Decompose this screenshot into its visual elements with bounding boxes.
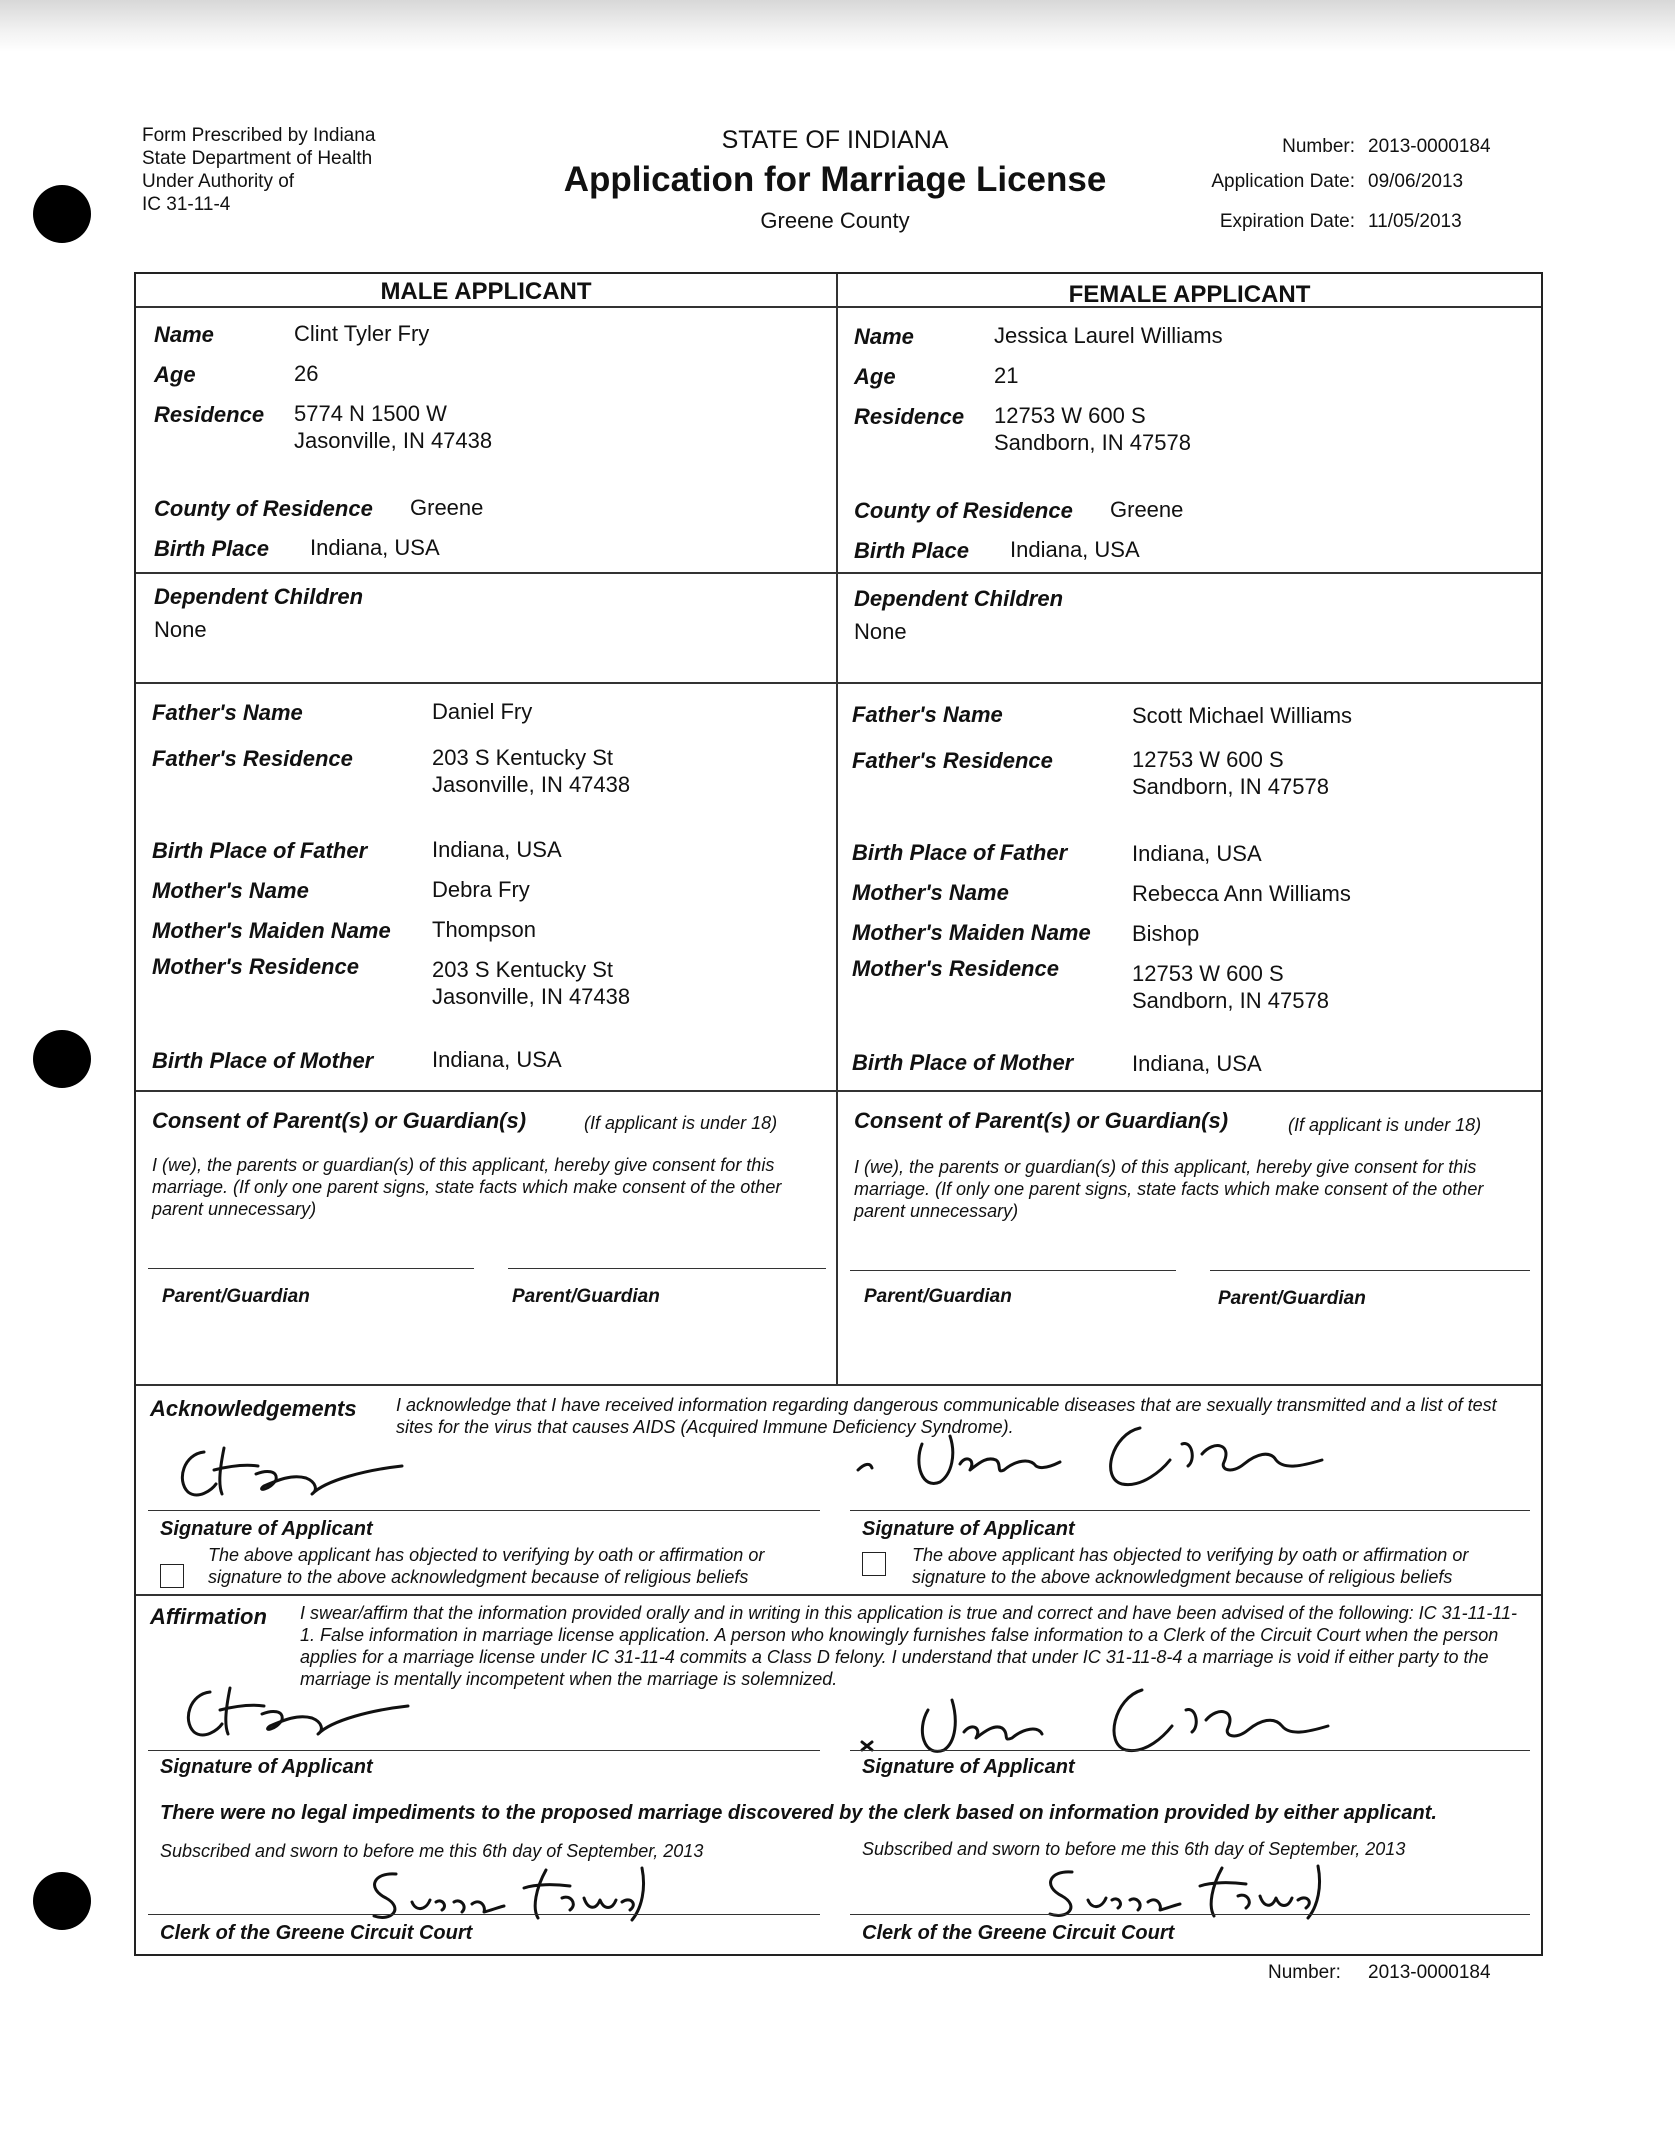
signature-line	[148, 1750, 820, 1751]
divider	[136, 572, 1541, 574]
prescribed-line: State Department of Health	[142, 148, 373, 169]
signature-of-applicant-label: Signature of Applicant	[160, 1518, 373, 1540]
address-line: Jasonville, IN 47438	[294, 428, 493, 453]
mothers-name-label: Mother's Name	[852, 880, 1009, 905]
punch-hole	[33, 185, 91, 243]
consent-text: I (we), the parents or guardian(s) of this applicant, hereby give consent for this marriage. (If only one parent signs, state facts which make consent of the other parent unnecessary)	[152, 1155, 782, 1219]
female-applicant-heading: FEMALE APPLICANT	[1068, 281, 1311, 308]
male-county: Greene	[410, 495, 484, 520]
application-date-label: Application Date:	[1211, 171, 1355, 192]
signature-line	[148, 1268, 474, 1269]
fathers-name-label: Father's Name	[152, 700, 303, 725]
mothers-maiden-name-label: Mother's Maiden Name	[152, 918, 391, 943]
female-applicant-signature	[852, 1404, 1572, 1504]
address-line: 12753 W 600 S	[1132, 961, 1284, 986]
signature-of-applicant-label: Signature of Applicant	[160, 1756, 373, 1778]
prescribed-line: Under Authority of	[142, 171, 295, 192]
expiration-date: 11/05/2013	[1368, 211, 1462, 232]
county-heading: Greene County	[760, 208, 910, 233]
female-religious-objection-checkbox[interactable]	[862, 1552, 886, 1576]
signature-line	[850, 1750, 1530, 1751]
name-label: Name	[854, 324, 914, 349]
objection-text: The above applicant has objected to verifying by oath or affirmation or signature to the above acknowledgment because of religious beliefs	[208, 1545, 765, 1587]
consent-note: (If applicant is under 18)	[1288, 1115, 1482, 1135]
parent-guardian-label: Parent/Guardian	[1218, 1288, 1366, 1309]
state-heading: STATE OF INDIANA	[721, 126, 949, 154]
female-birth-place: Indiana, USA	[1010, 537, 1140, 562]
female-residence	[994, 402, 1191, 456]
consent-title: Consent of Parent(s) or Guardian(s)	[152, 1108, 527, 1133]
consent-text: I (we), the parents or guardian(s) of this applicant, hereby give consent for this marriage. (If only one parent signs, state facts which make consent of the other parent unnecessary)	[854, 1157, 1484, 1221]
footer-number-label: Number:	[1268, 1962, 1341, 1983]
address-line: 203 S Kentucky St	[432, 745, 613, 770]
birth-place-label: Birth Place	[154, 536, 269, 561]
clerk-label: Clerk of the Greene Circuit Court	[862, 1922, 1175, 1944]
female-age: 21	[994, 363, 1019, 388]
prescribed-block	[142, 124, 375, 216]
application-number: 2013-0000184	[1368, 136, 1491, 157]
affirmation-title: Affirmation	[150, 1604, 267, 1629]
objection-text: The above applicant has objected to verifying by oath or affirmation or signature to the above acknowledgment because of religious beliefs	[912, 1545, 1469, 1587]
male-residence	[294, 400, 492, 454]
dependent-children-label: Dependent Children	[154, 584, 364, 609]
divider	[136, 1090, 1541, 1092]
male-dependent-children: None	[154, 617, 207, 642]
signature-line	[850, 1270, 1176, 1271]
expiration-date-label: Expiration Date:	[1219, 211, 1355, 232]
signature-line	[148, 1510, 820, 1511]
clerk-signature	[1032, 1856, 1332, 1926]
parent-guardian-label: Parent/Guardian	[864, 1286, 1012, 1307]
divider	[136, 682, 1541, 684]
male-applicant-heading: MALE APPLICANT	[380, 278, 592, 305]
address-line: Jasonville, IN 47438	[432, 984, 631, 1009]
male-mother-residence	[432, 956, 630, 1010]
divider	[136, 1594, 1541, 1596]
application-date: 09/06/2013	[1368, 171, 1464, 192]
birth-place-mother-label: Birth Place of Mother	[852, 1050, 1074, 1075]
signature-of-applicant-label: Signature of Applicant	[862, 1756, 1075, 1778]
female-father-birth-place: Indiana, USA	[1132, 841, 1262, 866]
dependent-children-label: Dependent Children	[854, 586, 1064, 611]
female-mother-residence	[1132, 960, 1329, 1014]
male-father-birth-place: Indiana, USA	[432, 837, 562, 862]
acknowledgements-title: Acknowledgements	[150, 1396, 357, 1421]
residence-label: Residence	[154, 402, 265, 427]
age-label: Age	[154, 362, 196, 387]
county-label: County of Residence	[154, 496, 373, 521]
prescribed-line: IC 31-11-4	[142, 194, 231, 215]
male-father-name: Daniel Fry	[432, 699, 533, 724]
male-mother-birth-place: Indiana, USA	[432, 1047, 562, 1072]
name-label: Name	[154, 322, 214, 347]
address-line: Jasonville, IN 47438	[432, 772, 631, 797]
scan-edge-shading	[0, 0, 1675, 52]
footer-number: 2013-0000184	[1368, 1962, 1491, 1983]
fathers-residence-label: Father's Residence	[852, 748, 1053, 773]
divider	[136, 1384, 1541, 1386]
mothers-maiden-name-label: Mother's Maiden Name	[852, 920, 1091, 945]
consent-note: (If applicant is under 18)	[584, 1113, 778, 1133]
female-applicant-signature	[852, 1670, 1572, 1770]
address-line: 12753 W 600 S	[994, 403, 1146, 428]
page-title: Application for Marriage License	[563, 160, 1107, 199]
female-mother-name: Rebecca Ann Williams	[1132, 881, 1351, 906]
signature-line	[850, 1510, 1530, 1511]
signature-of-applicant-label: Signature of Applicant	[862, 1518, 1075, 1540]
signature-line	[508, 1268, 826, 1269]
clerk-signature	[356, 1858, 656, 1928]
birth-place-label: Birth Place	[854, 538, 969, 563]
address-line: 5774 N 1500 W	[294, 401, 447, 426]
signature-line	[148, 1914, 820, 1915]
clerk-label: Clerk of the Greene Circuit Court	[160, 1922, 473, 1944]
birth-place-father-label: Birth Place of Father	[852, 840, 1068, 865]
punch-hole	[33, 1030, 91, 1088]
number-label: Number:	[1282, 136, 1355, 157]
male-father-residence	[432, 744, 630, 798]
acknowledgements-text: I acknowledge that I have received information regarding dangerous communicable diseases that are sexually transmitted and a list of test sites for the virus that causes AIDS (Acquired Immune Deficiency Syndrome).	[396, 1395, 1497, 1437]
prescribed-line: Form Prescribed by Indiana	[142, 125, 376, 146]
address-line: 12753 W 600 S	[1132, 747, 1284, 772]
mothers-name-label: Mother's Name	[152, 878, 309, 903]
male-applicant-signature	[166, 1440, 406, 1510]
impediments-statement: There were no legal impediments to the proposed marriage discovered by the clerk based on information provided by either applicant.	[160, 1802, 1437, 1824]
address-line: Sandborn, IN 47578	[1132, 774, 1329, 799]
parent-guardian-label: Parent/Guardian	[512, 1286, 660, 1307]
affirmation-text: I swear/affirm that the information provided orally and in writing in this application is true and correct and have been advised of the following: IC 31-11-11-1. False information in marriage license application. A person who knowingly furnishes false information to a Clerk of the Circuit Court when the person applies for a marriage license under IC 31-11-4 commits a Class D felony. I understand that under IC 31-11-8-4 a marriage is void if either party to the marriage is mentally incompetent when the marriage is solemnized.	[300, 1603, 1517, 1689]
punch-hole	[33, 1872, 91, 1930]
female-mother-birth-place: Indiana, USA	[1132, 1051, 1262, 1076]
female-dependent-children: None	[854, 619, 907, 644]
birth-place-father-label: Birth Place of Father	[152, 838, 368, 863]
mothers-residence-label: Mother's Residence	[852, 956, 1059, 981]
female-name: Jessica Laurel Williams	[994, 323, 1223, 348]
fathers-name-label: Father's Name	[852, 702, 1003, 727]
birth-place-mother-label: Birth Place of Mother	[152, 1048, 374, 1073]
female-mother-maiden-name: Bishop	[1132, 921, 1200, 946]
female-county: Greene	[1110, 497, 1184, 522]
address-line: 203 S Kentucky St	[432, 957, 613, 982]
male-applicant-signature	[172, 1680, 412, 1750]
county-label: County of Residence	[854, 498, 1073, 523]
consent-title: Consent of Parent(s) or Guardian(s)	[854, 1108, 1229, 1133]
residence-label: Residence	[854, 404, 965, 429]
signature-line	[1210, 1270, 1530, 1271]
male-birth-place: Indiana, USA	[310, 535, 440, 560]
signature-line	[850, 1914, 1530, 1915]
female-father-residence	[1132, 746, 1329, 800]
application-form	[134, 272, 1543, 1956]
male-mother-maiden-name: Thompson	[432, 917, 536, 942]
age-label: Age	[854, 364, 896, 389]
parent-guardian-label: Parent/Guardian	[162, 1286, 310, 1307]
male-name: Clint Tyler Fry	[294, 321, 430, 346]
male-religious-objection-checkbox[interactable]	[160, 1564, 184, 1588]
female-father-name: Scott Michael Williams	[1132, 703, 1353, 728]
male-age: 26	[294, 361, 319, 386]
address-line: Sandborn, IN 47578	[1132, 988, 1329, 1013]
fathers-residence-label: Father's Residence	[152, 746, 353, 771]
mothers-residence-label: Mother's Residence	[152, 954, 359, 979]
address-line: Sandborn, IN 47578	[994, 430, 1191, 455]
subscribed-text: Subscribed and sworn to before me this 6th day of September, 2013	[862, 1839, 1406, 1859]
male-mother-name: Debra Fry	[432, 877, 530, 902]
column-divider	[836, 274, 838, 1384]
subscribed-text: Subscribed and sworn to before me this 6th day of September, 2013	[160, 1841, 704, 1861]
